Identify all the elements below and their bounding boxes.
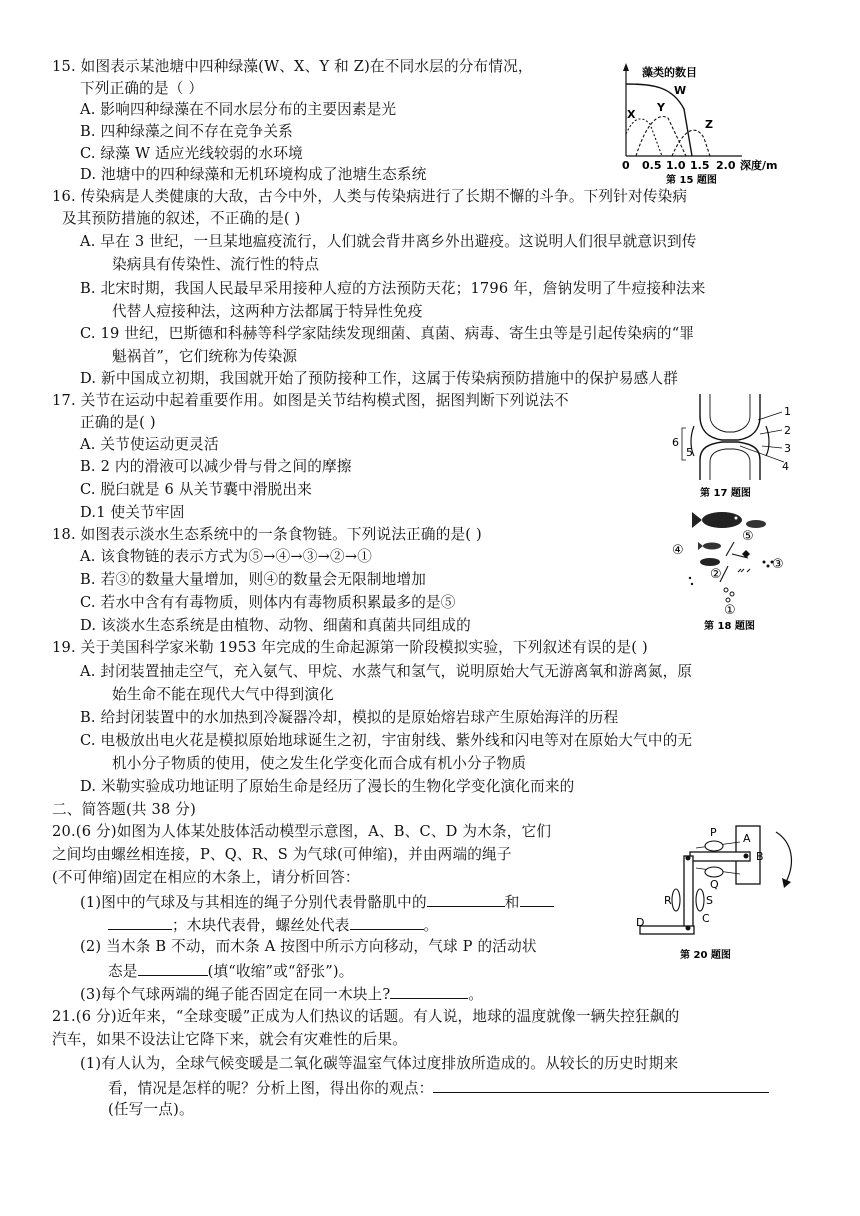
q18-option-b: B. 若③的数量大量增加，则④的数量会无限制地增加 <box>80 571 427 588</box>
q17-label-1: 1 <box>784 405 791 418</box>
q20-stem-line2: 之间均由螺丝相连接，P、Q、R、S 为气球(可伸缩)，并由两端的绳子 <box>52 846 512 863</box>
q20-label-b: B <box>756 850 764 863</box>
q15-curve-x <box>626 119 662 156</box>
q21-part1-line2 <box>108 1076 769 1100</box>
q17-label-4: 4 <box>782 460 789 473</box>
q20-answer-blank-5[interactable] <box>390 982 468 999</box>
q16-stem-line1: 16. 传染病是人类健康的大敌，古今中外，人类与传染病进行了长期不懈的斗争。下列针对传染病 <box>52 188 688 205</box>
q21-answer-blank-1[interactable] <box>433 1076 769 1093</box>
q15-stem-line1: 15. 如图表示某池塘中四种绿藻(W、X、Y 和 Z)在不同水层的分布情况， <box>52 58 533 75</box>
q20-part2-line1: (2) 当木条 B 不动，而木条 A 按图中所示方向移动，气球 P 的活动状 <box>80 938 537 955</box>
q16-stem-line2: 及其预防措施的叙述，不正确的是( ) <box>62 210 301 227</box>
q20-balloon-q <box>705 867 723 877</box>
q20-label-c: C <box>702 912 710 925</box>
q15-x-axis-label: 深度/m <box>740 159 778 172</box>
q17-option-a: A. 关节使运动更灵活 <box>80 436 219 453</box>
q19-option-c: C. 电极放出电火花是模拟原始地球诞生之初，宇宙射线、紫外线和闪电等对在原始大气中的无 <box>80 732 693 749</box>
q21-part1-text: 看，情况是怎样的呢？分析上图，得出你的观点： <box>108 1080 434 1097</box>
q18-label-4: ④ <box>672 543 684 558</box>
q20-caption: 第 20 题图 <box>680 950 731 961</box>
q20-label-a: A <box>743 832 751 845</box>
q17-label-3: 3 <box>784 442 791 455</box>
q16-option-b: B. 北宋时期，我国人民最早采用接种人痘的方法预防天花；1796 年，詹钠发明了牛痘接种法来 <box>80 280 706 297</box>
q17-label-2: 2 <box>784 424 791 437</box>
q17-stem-line2: 正确的是( ) <box>80 414 156 431</box>
q20-stem-line3: (不可伸缩)固定在相应的木条上，请分析回答： <box>52 869 360 886</box>
q18-caption: 第 18 题图 <box>704 621 755 632</box>
q18-label-2: ② <box>710 567 722 582</box>
q20-label-s: S <box>706 894 713 907</box>
q17-stem-line1: 17. 关节在运动中起着重要作用。如图是关节结构模式图，据图判断下列说法不 <box>52 392 569 409</box>
q15-series-w: W <box>674 84 687 97</box>
q20-limb-model-figure <box>636 822 816 964</box>
q18-label-1: ① <box>724 603 736 618</box>
q17-label-5: 5 <box>686 446 693 459</box>
q15-tick-0: 0 <box>622 159 630 172</box>
q15-tick-20: 2.0 <box>716 159 736 172</box>
q20-label-d: D <box>636 916 645 929</box>
q15-y-axis-label: 藻类的数目 <box>642 66 697 79</box>
q15-stem-line2: 下列正确的是（ ） <box>80 80 204 97</box>
q21-part1-line3: (任写一点)。 <box>108 1101 194 1118</box>
q16-option-c-cont: 魁祸首”，它们统称为传染源 <box>112 348 298 365</box>
q20-part2-text-b: (填“收缩”或“舒张”)。 <box>207 963 354 980</box>
q19-option-b: B. 给封闭装置中的水加热到冷凝器冷却，模拟的是原始熔岩球产生原始海洋的历程 <box>80 709 619 726</box>
q20-balloon-p <box>705 841 723 851</box>
q17-option-d: D.1 使关节牢固 <box>80 504 185 521</box>
q20-part1-line2 <box>108 913 438 937</box>
q16-option-d: D. 新中国成立初期，我国就开始了预防接种工作，这属于传染病预防措施中的保护易感人群 <box>80 370 679 387</box>
q17-option-c: C. 脱臼就是 6 从关节囊中滑脱出来 <box>80 481 313 498</box>
q16-option-b-cont: 代替人痘接种法，这两种方法都属于特异性免疫 <box>112 303 423 320</box>
q15-option-c: C. 绿藻 W 适应光线较弱的水环境 <box>80 145 303 162</box>
q15-curve-y <box>636 117 686 156</box>
q20-balloon-r <box>672 889 680 911</box>
q15-series-x: X <box>627 108 636 121</box>
q15-algae-depth-figure <box>612 54 802 186</box>
q16-option-c: C. 19 世纪，巴斯德和科赫等科学家陆续发现细菌、真菌、病毒、寄生虫等是引起传染病的“罪 <box>80 325 695 342</box>
q20-part3-line <box>80 982 483 1006</box>
q18-label-3: ③ <box>772 557 784 572</box>
q20-board-c <box>684 856 693 932</box>
q20-label-r: R <box>664 894 672 907</box>
q20-part2-text-a: 态是 <box>108 963 138 980</box>
q20-balloon-s <box>696 889 704 911</box>
q20-answer-blank-3[interactable] <box>350 913 424 930</box>
q19-option-d: D. 米勒实验成功地证明了原始生命是经历了漫长的生物化学变化演化而来的 <box>80 778 575 795</box>
q15-option-d: D. 池塘中的四种绿藻和无机环境构成了池塘生态系统 <box>80 166 427 183</box>
q19-option-c-cont: 机小分子物质的使用，使之发生化学变化而合成有机小分子物质 <box>112 755 527 772</box>
q18-option-d: D. 该淡水生态系统是由植物、动物、细菌和真菌共同组成的 <box>80 617 471 634</box>
q20-answer-blank-1[interactable] <box>427 890 505 907</box>
q19-option-a-cont: 始生命不能在现代大气中得到演化 <box>112 686 334 703</box>
q21-part1-line1: (1)有人认为，全球气候变暖是二氧化碳等温室气体过度排放所造成的。从较长的历史时期来 <box>80 1055 679 1072</box>
q20-part1-text-c: ；木块代表骨，螺丝处代表 <box>172 917 350 934</box>
q20-part1-text-b: 和 <box>504 894 520 911</box>
q15-tick-05: 0.5 <box>642 159 662 172</box>
q18-stem: 18. 如图表示淡水生态系统中的一条食物链。下列说法正确的是( ) <box>52 526 482 543</box>
q20-part3-text-b: 。 <box>468 986 484 1003</box>
q21-stem-line2: 汽车，如果不设法让它降下来，就会有灾难性的后果。 <box>52 1031 408 1048</box>
q17-option-b: B. 2 内的滑液可以减少骨与骨之间的摩擦 <box>80 458 352 475</box>
q20-part1-text-a: (1)图中的气球及与其相连的绳子分别代表骨骼肌中的 <box>80 894 427 911</box>
q15-series-y: Y <box>657 101 665 114</box>
q16-option-a-cont: 染病具有传染性、流行性的特点 <box>112 256 320 273</box>
q20-stem-line1: 20.(6 分)如图为人体某处肢体活动模型示意图，A、B、C、D 为木条，它们 <box>52 823 552 840</box>
q20-answer-blank-4[interactable] <box>138 959 208 976</box>
q15-option-a: A. 影响四种绿藻在不同水层分布的主要因素是光 <box>80 101 397 118</box>
q20-part2-line2 <box>108 959 354 983</box>
q15-tick-15: 1.5 <box>690 159 710 172</box>
q15-series-z: Z <box>705 118 713 131</box>
q15-tick-10: 1.0 <box>666 159 686 172</box>
q17-joint-structure-figure <box>670 390 800 502</box>
q19-stem: 19. 关于美国科学家米勒 1953 年完成的生命起源第一阶段模拟实验，下列叙述有误的是( ) <box>52 639 648 656</box>
q20-part3-text-a: (3)每个气球两端的绳子能否固定在同一木块上? <box>80 986 391 1003</box>
q17-caption: 第 17 题图 <box>700 488 751 499</box>
q20-part1-text-d: 。 <box>423 917 439 934</box>
q18-option-a: A. 该食物链的表示方式为⑤→④→③→②→① <box>80 548 373 565</box>
q15-option-b: B. 四种绿藻之间不存在竞争关系 <box>80 123 293 140</box>
q17-label-6: 6 <box>672 436 679 449</box>
q19-option-a: A. 封闭装置抽走空气，充入氨气、甲烷、水蒸气和氢气，说明原始大气无游离氧和游离氮，原 <box>80 663 693 680</box>
q20-board-b <box>690 852 750 861</box>
q20-label-p: P <box>710 826 717 839</box>
section-heading-short-answer: 二、简答题(共 38 分) <box>52 801 196 818</box>
q16-option-a: A. 早在 3 世纪，一旦某地瘟疫流行，人们就会背井离乡外出避疫。这说明人们很早就意识到传 <box>80 233 697 250</box>
q18-food-chain-figure <box>668 502 798 634</box>
q20-answer-blank-2a[interactable] <box>520 890 554 907</box>
q18-label-5: ⑤ <box>742 529 754 544</box>
q20-label-q: Q <box>710 878 719 891</box>
q20-part1-line1 <box>80 890 554 914</box>
q20-answer-blank-2b[interactable] <box>108 913 172 930</box>
q18-option-c: C. 若水中含有有毒物质，则体内有毒物质积累最多的是⑤ <box>80 594 456 611</box>
q15-caption: 第 15 题图 <box>666 175 717 186</box>
q21-stem-line1: 21.(6 分)近年来，“全球变暖”正成为人们热议的话题。有人说，地球的温度就像一辆失控狂飙的 <box>52 1008 680 1025</box>
